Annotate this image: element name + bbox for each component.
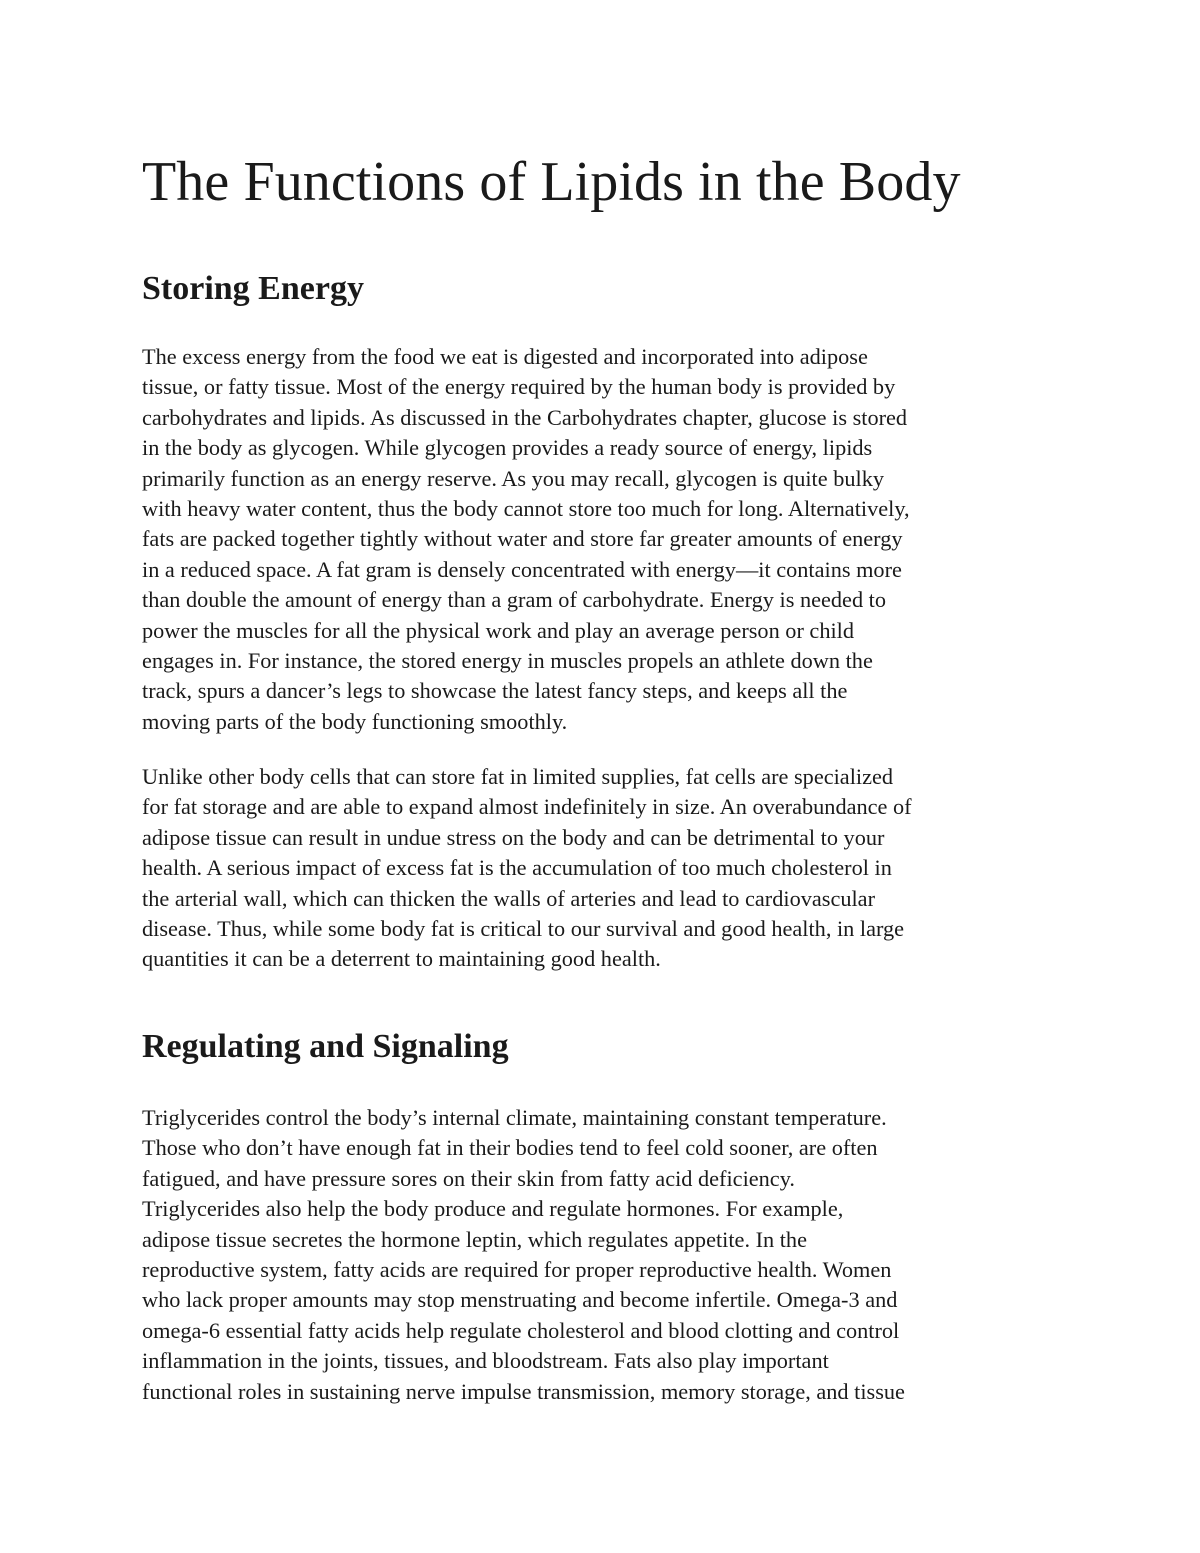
section-heading-regulating-and-signaling: Regulating and Signaling [142,1028,509,1065]
text-line: tissue, or fatty tissue. Most of the energy required by the human body is provided by [142,374,896,400]
text-line: health. A serious impact of excess fat is the accumulation of too much cholesterol in [142,855,892,881]
text-line: power the muscles for all the physical work and play an average person or child [142,617,855,643]
text-line: The excess energy from the food we eat is digested and incorporated into adipose [142,344,868,369]
text-line: fats are packed together tightly without water and store far greater amounts of energy [142,526,903,552]
text-line: with heavy water content, thus the body cannot store too much for long. Alternatively, [142,496,910,522]
text-line: primarily function as an energy reserve. As you may recall, glycogen is quite bulky [142,465,884,491]
text-line: engages in. For instance, the stored energy in muscles propels an athlete down the [142,648,873,674]
text-line: Unlike other body cells that can store fat in limited supplies, fat cells are specialized [142,764,894,789]
paragraph-storing-energy-2 [142,762,1082,975]
text-line: Those who don’t have enough fat in their bodies tend to feel cold sooner, are often [142,1135,878,1161]
paragraph-regulating-signaling-1 [142,1103,1082,1407]
text-line: adipose tissue can result in undue stress on the body and can be detrimental to your [142,824,885,850]
text-line: functional roles in sustaining nerve impulse transmission, memory storage, and tissue [142,1378,905,1404]
text-line: in a reduced space. A fat gram is densely concentrated with energy—it contains more [142,556,902,582]
text-line: reproductive system, fatty acids are required for proper reproductive health. Women [142,1257,892,1283]
text-line: track, spurs a dancer’s legs to showcase the latest fancy steps, and keeps all the [142,678,848,704]
text-line: adipose tissue secretes the hormone leptin, which regulates appetite. In the [142,1226,807,1252]
text-line: moving parts of the body functioning smoothly. [142,708,568,734]
text-line: carbohydrates and lipids. As discussed in the Carbohydrates chapter, glucose is stored [142,404,908,430]
text-line: who lack proper amounts may stop menstruating and become infertile. Omega-3 and [142,1287,898,1313]
document-title: The Functions of Lipids in the Body [142,151,961,213]
paragraph-storing-energy-1 [142,342,1082,737]
text-line: in the body as glycogen. While glycogen provides a ready source of energy, lipids [142,435,873,461]
text-line: omega-6 essential fatty acids help regulate cholesterol and blood clotting and control [142,1317,900,1343]
text-line: quantities it can be a deterrent to maintaining good health. [142,946,661,972]
text-line: than double the amount of energy than a gram of carbohydrate. Energy is needed to [142,587,887,613]
text-line: fatigued, and have pressure sores on their skin from fatty acid deficiency. [142,1165,795,1191]
section-heading-storing-energy: Storing Energy [142,270,364,307]
text-line: disease. Thus, while some body fat is critical to our survival and good health, in large [142,916,905,942]
text-line: for fat storage and are able to expand almost indefinitely in size. An overabundance of [142,794,912,820]
text-line: Triglycerides also help the body produce and regulate hormones. For example, [142,1196,844,1222]
text-line: inflammation in the joints, tissues, and bloodstream. Fats also play important [142,1348,829,1374]
text-line: the arterial wall, which can thicken the walls of arteries and lead to cardiovascular [142,885,875,911]
text-line: Triglycerides control the body’s internal climate, maintaining constant temperature. [142,1105,887,1130]
